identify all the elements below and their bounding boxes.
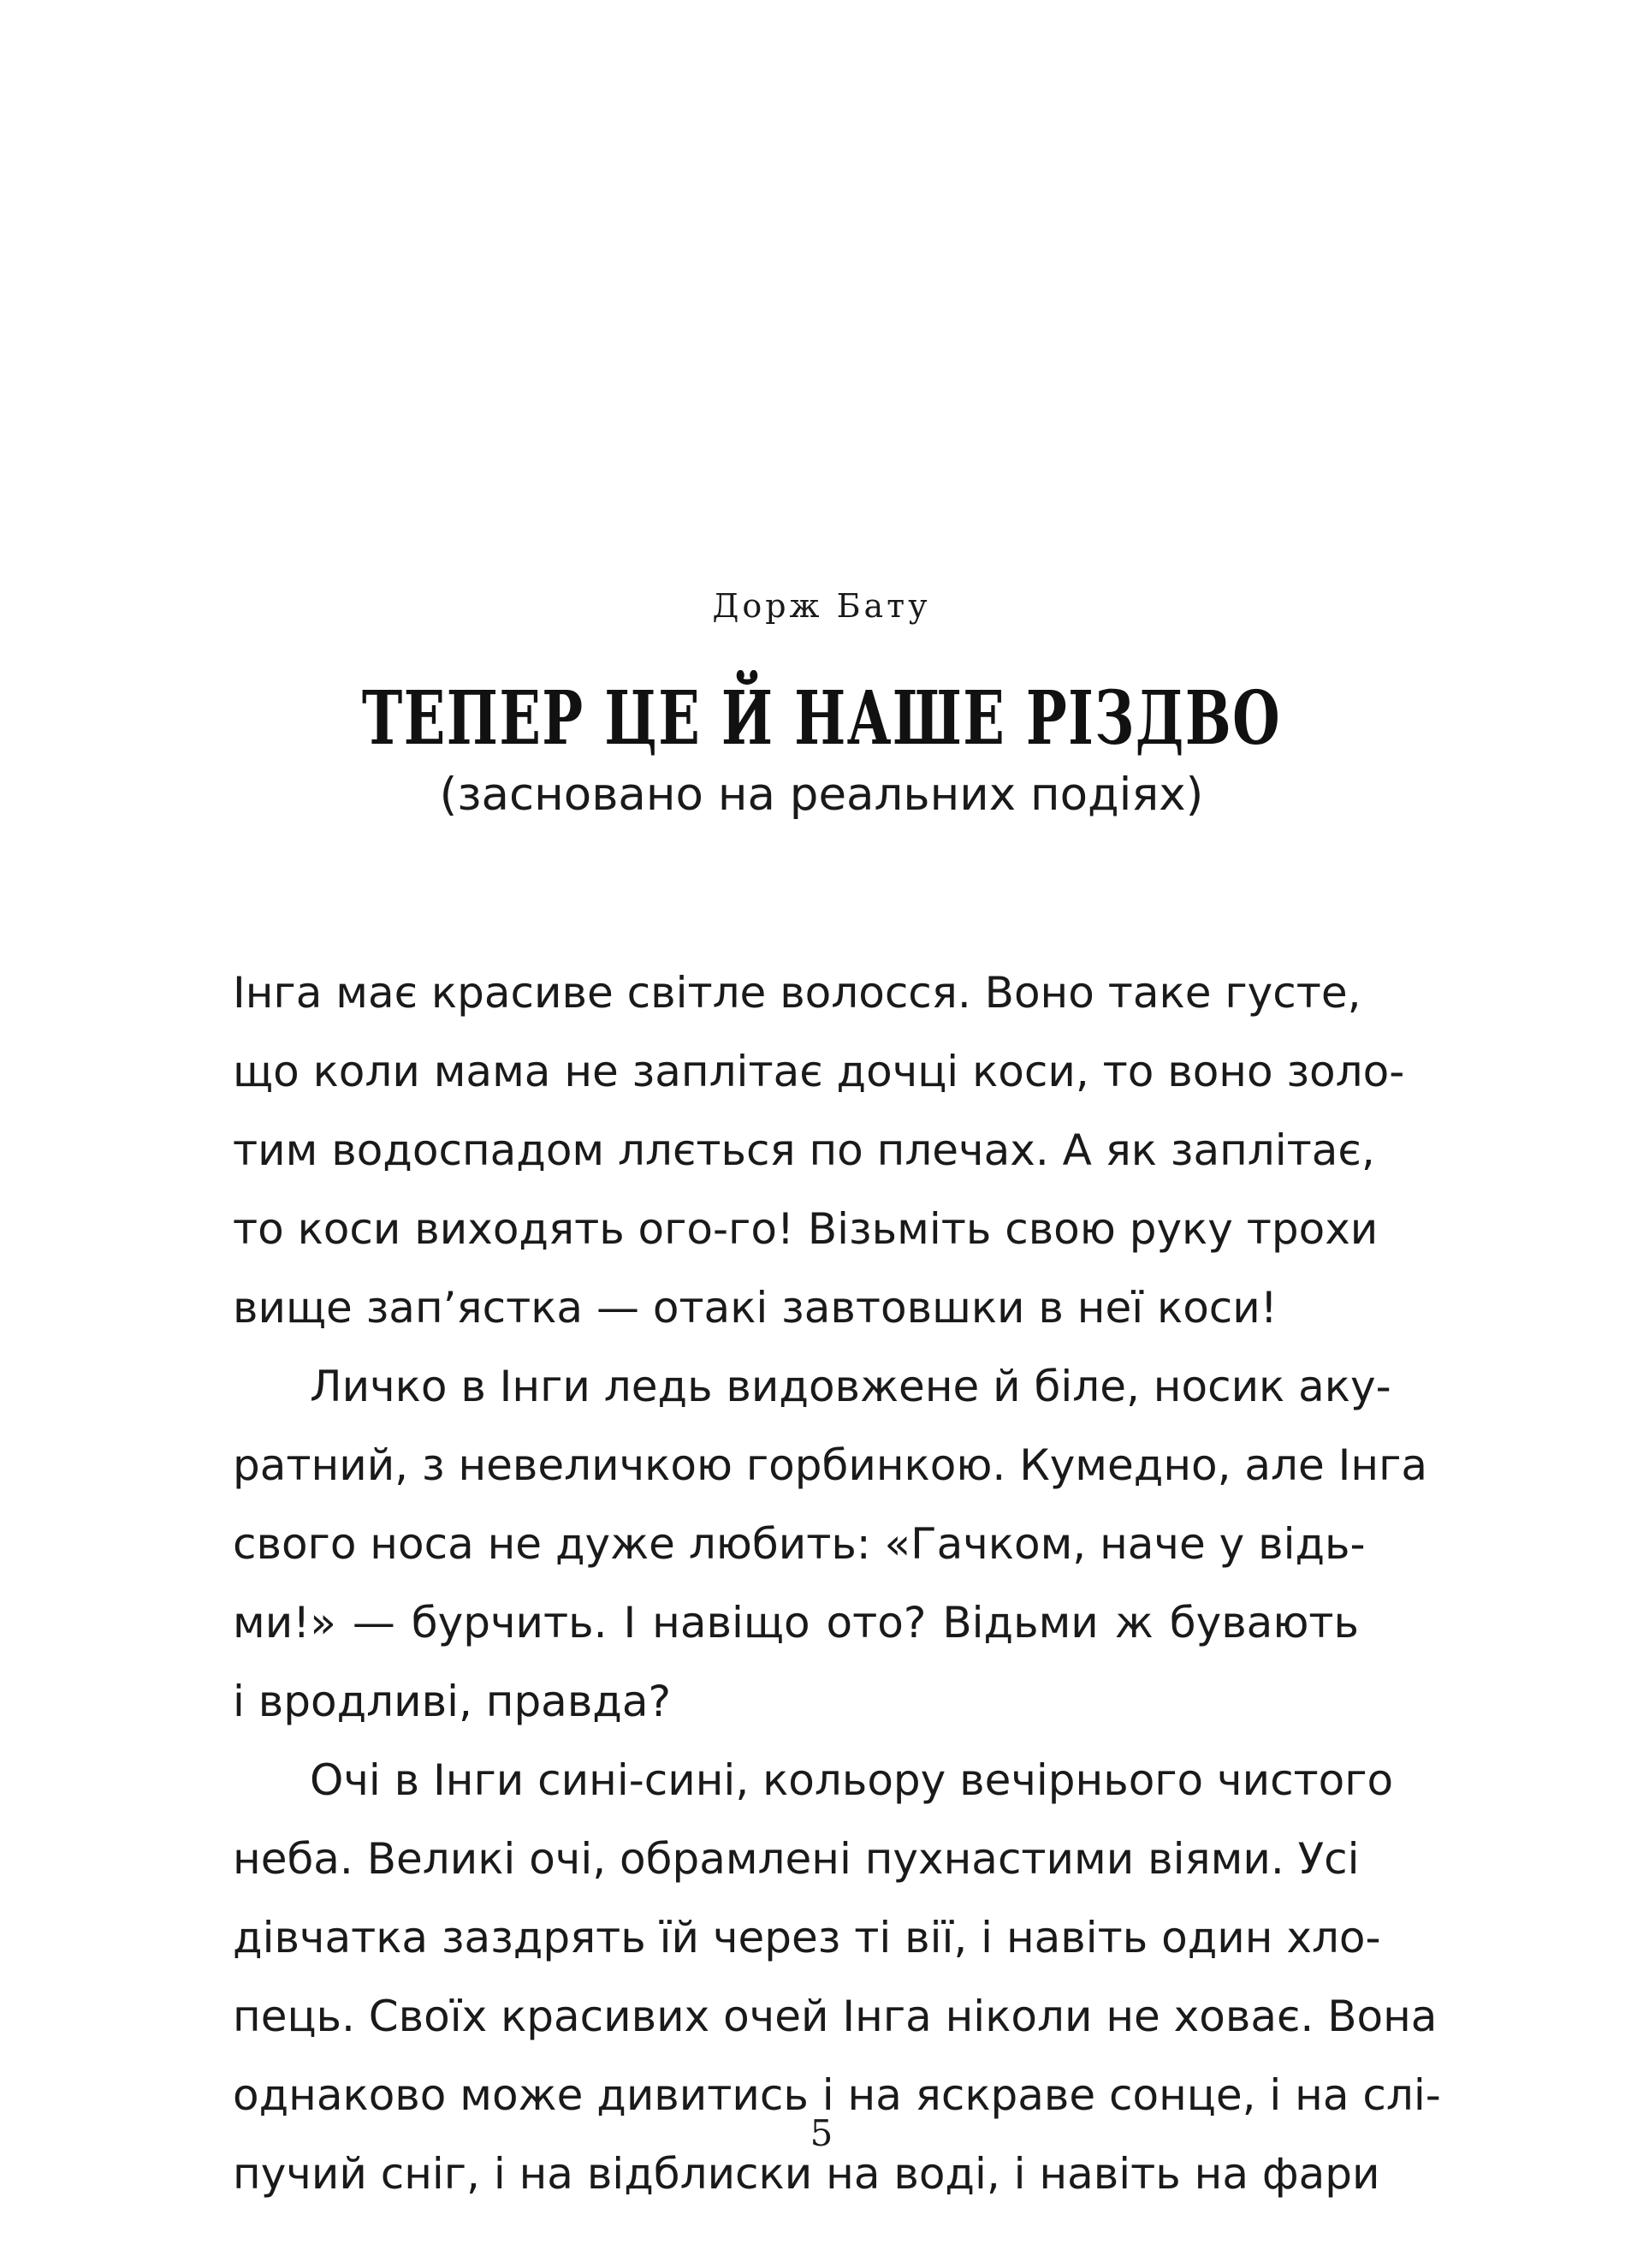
text-line: що коли мама не заплітає дочці коси, то воно золо- [233,1047,1405,1096]
text-line: пець. Своїх красивих очей Інга ніколи не ховає. Вона [233,1992,1438,2041]
text-line: вище зап’ястка — отакі завтовшки в неї коси! [233,1283,1278,1333]
text-line: ми!» — бурчить. І навіщо ото? Відьми ж бувають [233,1598,1359,1648]
text-line: і вродливі, правда? [233,1677,672,1726]
text-line: Інга має красиве світле волосся. Воно таке густе, [233,968,1361,1018]
story-subtitle: (засновано на реальних подіях) [439,769,1204,821]
text-line: однаково може дивитись і на яскраве сонце, і на слі- [233,2070,1441,2120]
text-line: пучий сніг, і на відблиски на воді, і навіть на фари [233,2149,1380,2199]
text-line: свого носа не дуже любить: «Гачком, наче у відь- [233,1519,1366,1569]
text-line: Очі в Інги сині-сині, кольору вечірнього чистого [310,1755,1394,1805]
text-line: то коси виходять ого-го! Візьміть свою руку трохи [233,1204,1379,1254]
text-line: тим водоспадом ллється по плечах. А як заплітає, [233,1125,1375,1175]
text-line: Личко в Інги ледь видовжене й біле, носик аку- [310,1362,1391,1411]
story-title: ТЕПЕР ЦЕ Й НАШЕ РІЗДВО [361,675,1282,762]
author-name: Дорж Бату [712,587,931,625]
page-number: 5 [810,2112,833,2154]
text-line: неба. Великі очі, обрамлені пухнастими віями. Усі [233,1834,1360,1884]
text-line: ратний, з невеличкою горбинкою. Кумедно, але Інга [233,1440,1427,1490]
text-line: дівчатка заздрять їй через ті вії, і навіть один хло- [233,1913,1381,1962]
story-text [233,953,1441,2213]
